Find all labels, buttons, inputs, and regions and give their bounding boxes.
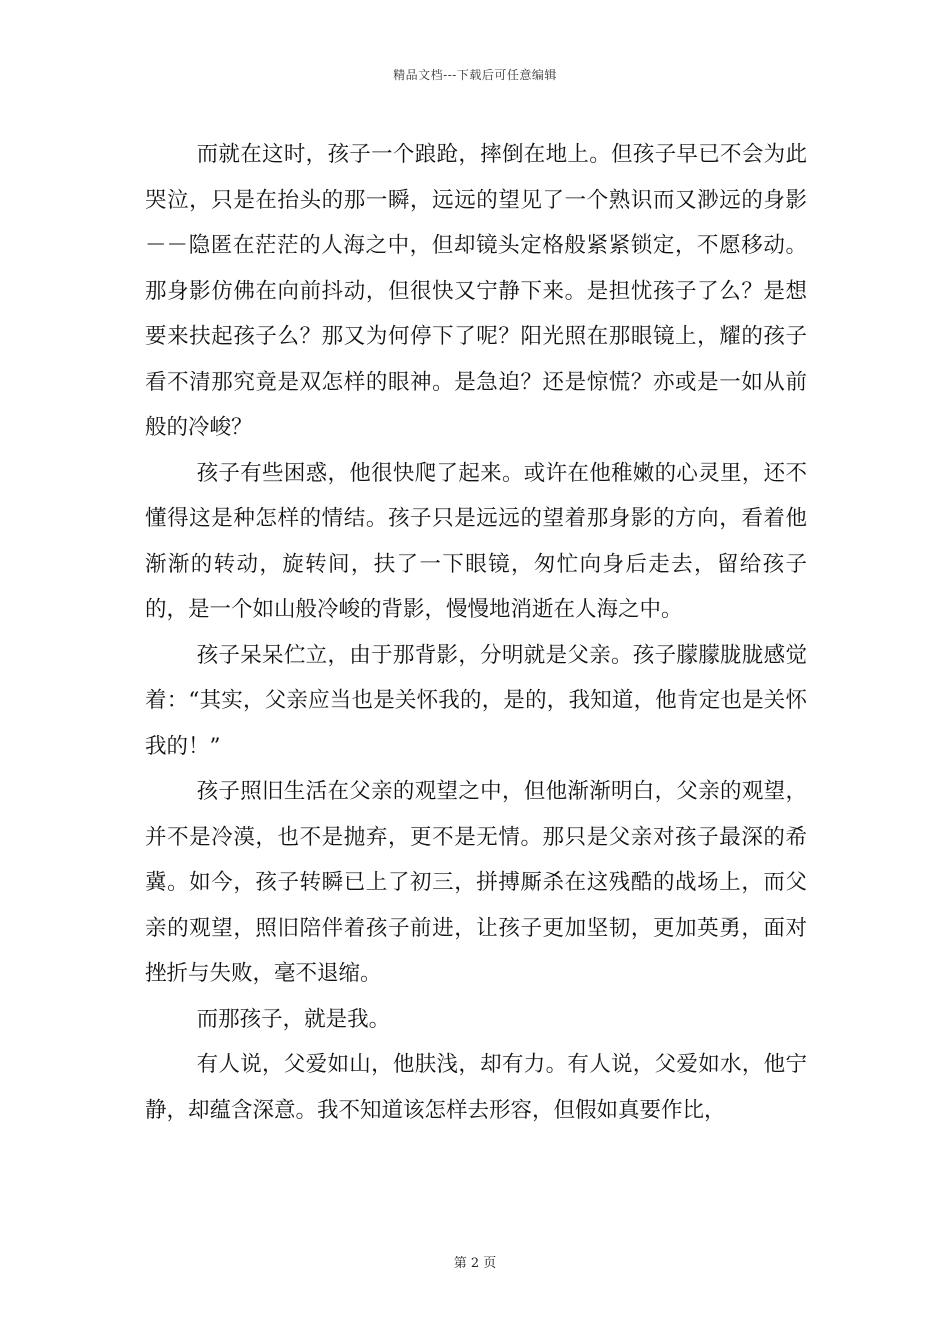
paragraph-5: 而那孩子，就是我。 <box>196 1006 391 1032</box>
paragraph-4: 孩子照旧生活在父亲的观望之中，但他渐渐明白，父亲的观望，并不是冷漠，也不是抛弃，更不是无情。那只是父亲对孩子最深的希冀。如今，孩子转瞬已上了初三，拼搏厮杀在这残酷的战场上，而父亲的观望，照旧陪伴着孩子前进，让孩子更加坚韧，更加英勇，面对挫折与失败，毫不退缩。 <box>145 779 807 986</box>
paragraph-1: 而就在这时，孩子一个踉跄，摔倒在地上。但孩子早已不会为此哭泣，只是在抬头的那一瞬，远远的望见了一个熟识而又渺远的身影－－隐匿在茫茫的人海之中，但却镜头定格般紧紧锁定，不愿移动。那身影仿佛在向前抖动，但很快又宁静下来。是担忧孩子了么？是想要来扶起孩子么？那又为何停下了呢？阳光照在那眼镜上，耀的孩子看不清那究竟是双怎样的眼神。是急迫？还是惊慌？亦或是一如从前般的冷峻？ <box>145 142 807 440</box>
page-number: 第 2 页 <box>453 1256 497 1271</box>
paragraph-6: 有人说，父爱如山，他肤浅，却有力。有人说，父爱如水，他宁静，却蕴含深意。我不知道该怎样去形容，但假如真要作比， <box>145 1052 807 1123</box>
document-body <box>145 132 807 1133</box>
paragraph-2: 孩子有些困惑，他很快爬了起来。或许在他稚嫩的心灵里，还不懂得这是种怎样的情结。孩子只是远远的望着那身影的方向，看着他渐渐的转动，旋转间，扶了一下眼镜，匆忙向身后走去，留给孩子的，是一个如山般冷峻的背影，慢慢地消逝在人海之中。 <box>145 460 807 622</box>
page-header: 精品文档---下载后可任意编辑 <box>393 68 557 82</box>
paragraph-3: 孩子呆呆伫立，由于那背影，分明就是父亲。孩子朦朦胧胧感觉着：“其实，父亲应当也是关怀我的，是的，我知道，他肯定也是关怀我的！” <box>145 642 807 759</box>
